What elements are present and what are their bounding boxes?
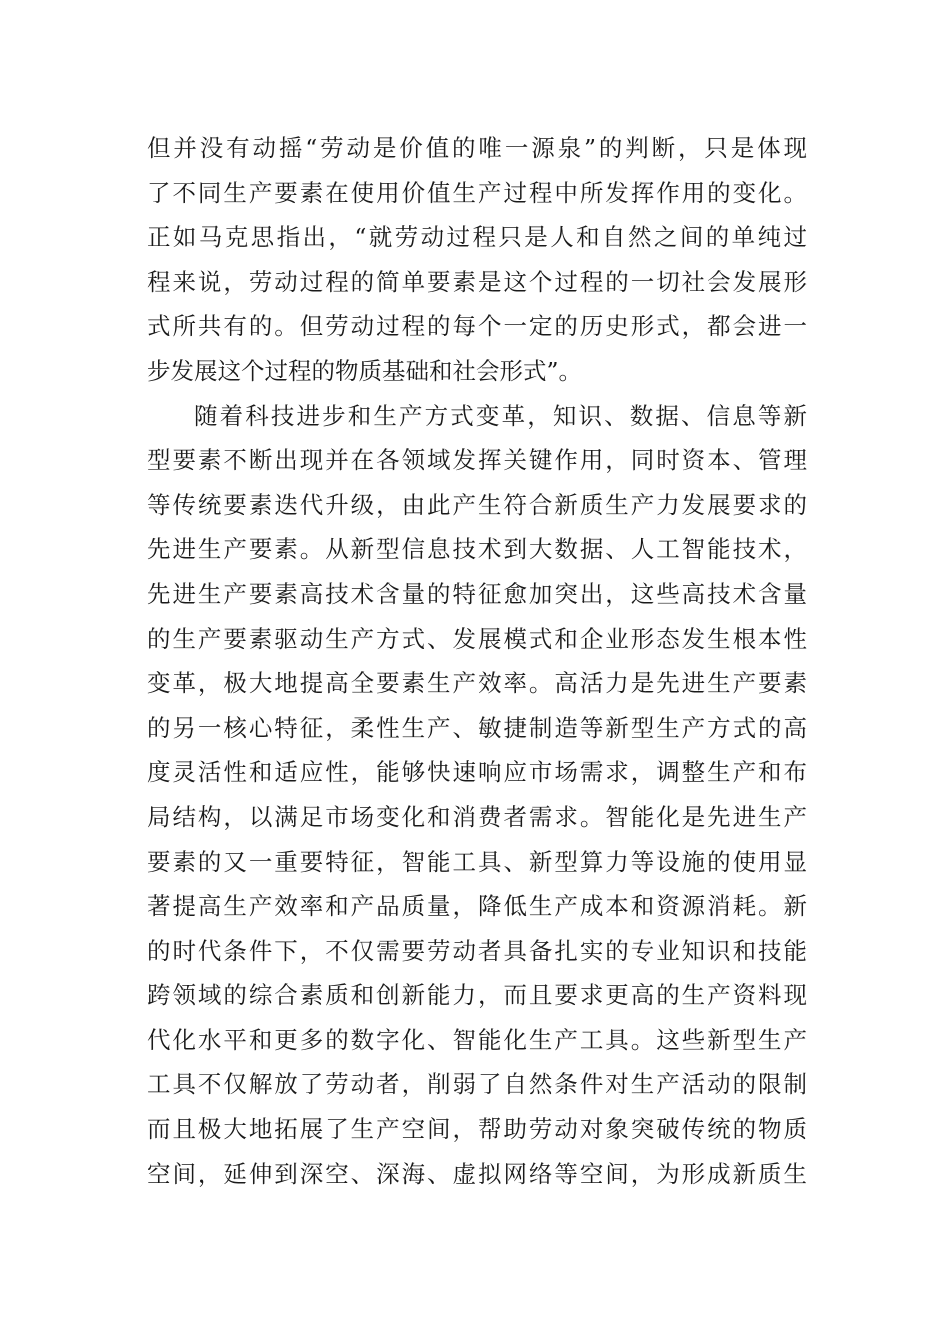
text-line: 著提高生产效率和产品质量，降低生产成本和资源消耗。新 [147,892,807,921]
text-line: 的另一核心特征，柔性生产、敏捷制造等新型生产方式的高 [147,713,807,742]
text-line: 随着科技进步和生产方式变革，知识、数据、信息等新 [194,401,807,430]
text-line: 程来说，劳动过程的简单要素是这个过程的一切社会发展形 [147,267,807,296]
text-line: 正如马克思指出，“就劳动过程只是人和自然之间的单纯过 [147,223,807,252]
paragraph-1 [147,126,807,394]
text-line: 的时代条件下，不仅需要劳动者具备扎实的专业知识和技能 [147,936,807,965]
text-line: 变革，极大地提高全要素生产效率。高活力是先进生产要素 [147,669,807,698]
text-line: 式所共有的。但劳动过程的每个一定的历史形式，都会进一 [147,312,807,341]
text-line: 工具不仅解放了劳动者，削弱了自然条件对生产活动的限制 [147,1070,807,1099]
text-line: 等传统要素迭代升级，由此产生符合新质生产力发展要求的 [147,490,807,519]
text-line: 度灵活性和适应性，能够快速响应市场需求，调整生产和布 [147,758,807,787]
text-line: 而且极大地拓展了生产空间，帮助劳动对象突破传统的物质 [147,1115,807,1144]
text-line: 要素的又一重要特征，智能工具、新型算力等设施的使用显 [147,847,807,876]
text-line: 局结构，以满足市场变化和消费者需求。智能化是先进生产 [147,802,807,831]
text-line: 代化水平和更多的数字化、智能化生产工具。这些新型生产 [147,1025,807,1054]
text-line: 型要素不断出现并在各领域发挥关键作用，同时资本、管理 [147,446,807,475]
text-line: 跨领域的综合素质和创新能力，而且要求更高的生产资料现 [147,981,807,1010]
paragraph-2 [147,394,807,1197]
body-text [147,126,807,1196]
text-line: 了不同生产要素在使用价值生产过程中所发挥作用的变化。 [147,178,807,207]
text-line: 步发展这个过程的物质基础和社会形式”。 [147,356,583,385]
text-line: 的生产要素驱动生产方式、发展模式和企业形态发生根本性 [147,624,807,653]
text-line: 但并没有动摇“劳动是价值的唯一源泉”的判断，只是体现 [147,134,807,162]
text-line: 先进生产要素高技术含量的特征愈加突出，这些高技术含量 [147,579,807,608]
text-line: 空间，延伸到深空、深海、虚拟网络等空间，为形成新质生 [147,1159,807,1188]
text-line: 先进生产要素。从新型信息技术到大数据、人工智能技术， [147,535,807,564]
